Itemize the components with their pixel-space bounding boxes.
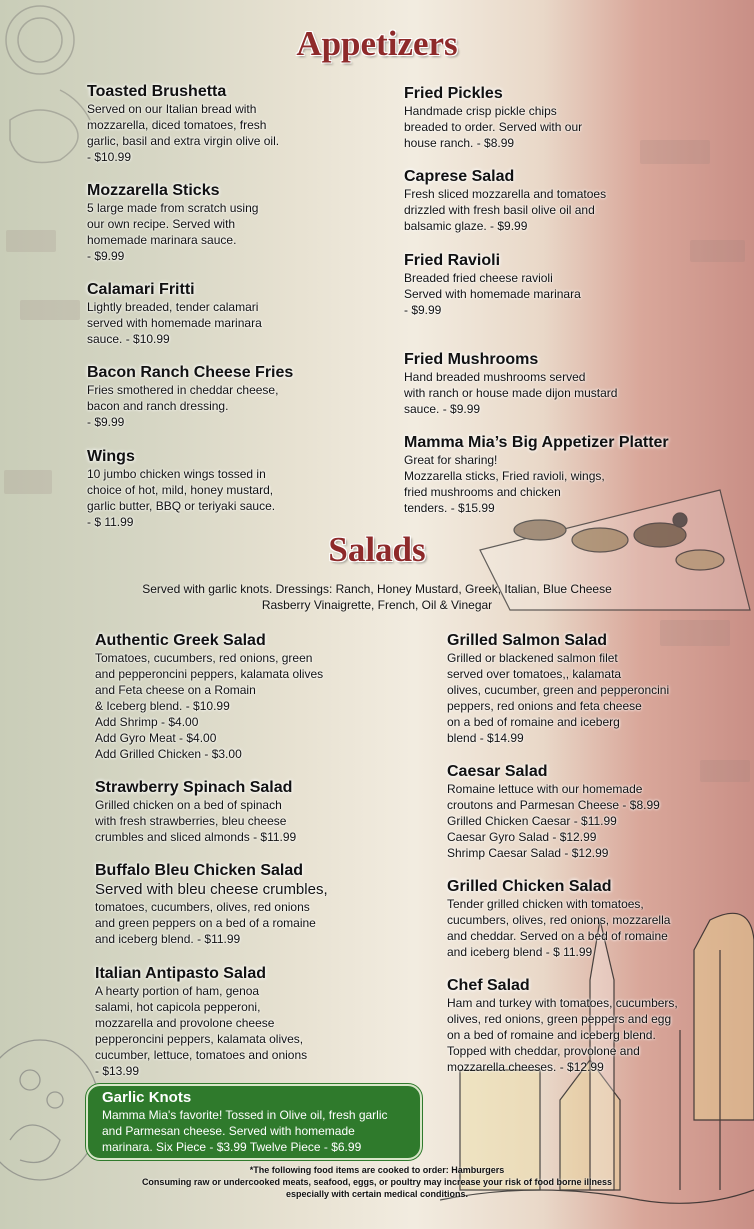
menu-item — [447, 976, 678, 1075]
item-name: Mozzarella Sticks — [87, 182, 220, 199]
item-desc: tomatoes, cucumbers, olives, red onions and green peppers on a bed of a romaine and iceberg blend. - $11.99 — [95, 900, 316, 946]
menu-item — [447, 631, 669, 746]
item-desc: Tender grilled chicken with tomatoes, cucumbers, olives, red onions, mozzarella and cheddar. Served on a bed of romaine and iceberg blend - $ 11.99 — [447, 897, 671, 959]
menu-item — [447, 877, 670, 960]
item-name: Toasted Brushetta — [87, 83, 227, 100]
item-name: Fried Ravioli — [404, 252, 501, 269]
item-desc: Lightly breaded, tender calamari served with homemade marinara sauce. - $10.99 — [87, 300, 262, 346]
brick-decor — [20, 300, 80, 320]
item-name: Chef Salad — [447, 977, 530, 994]
garlic-knots-title: Garlic Knots — [102, 1089, 192, 1106]
food-safety-disclaimer — [0, 1164, 754, 1200]
menu-item — [404, 350, 617, 417]
brick-decor — [4, 470, 52, 494]
garlic-knots-desc: Mamma Mia's favorite! Tossed in Olive oil, fresh garlic and Parmesan cheese. Served with homemade marinara. Six Piece - $3.99 Twelve Piece - $6.99 — [102, 1108, 388, 1154]
item-desc: Grilled or blackened salmon filet served over tomatoes,, kalamata olives, cucumber, green and pepperoncini peppers, red onions and feta cheese on a bed of romaine and iceberg blend - $14.99 — [447, 651, 670, 745]
item-name: Caprese Salad — [404, 168, 515, 185]
item-name: Grilled Chicken Salad — [447, 878, 612, 895]
item-name: Calamari Fritti — [87, 281, 195, 298]
item-desc: Romaine lettuce with our homemade croutons and Parmesan Cheese - $8.99 Grilled Chicken Caesar - $11.99 Caesar Gyro Salad - $12.99 Shrimp Caesar Salad - $12.99 — [447, 782, 660, 860]
item-desc: Great for sharing! Mozzarella sticks, Fried ravioli, wings, fried mushrooms and chicken tenders. - $15.99 — [404, 453, 605, 515]
item-desc: Hand breaded mushrooms served with ranch or house made dijon mustard sauce. - $9.99 — [404, 370, 618, 416]
item-desc: Breaded fried cheese ravioli Served with homemade marinara - $9.99 — [404, 271, 581, 317]
item-name: Fried Mushrooms — [404, 351, 539, 368]
menu-item — [87, 181, 258, 264]
menu-item — [404, 251, 581, 318]
item-name: Buffalo Bleu Chicken Salad — [95, 862, 304, 879]
item-name: Authentic Greek Salad — [95, 632, 266, 649]
dressings-line: Served with garlic knots. Dressings: Ranch, Honey Mustard, Greek, Italian, Blue Cheese — [142, 582, 612, 596]
brick-decor — [6, 230, 56, 252]
item-name: Fried Pickles — [404, 85, 503, 102]
garlic-knots-box — [86, 1084, 422, 1160]
menu-item — [87, 82, 279, 165]
menu-item — [87, 363, 293, 430]
item-lead: Served with bleu cheese crumbles, — [95, 881, 328, 898]
menu-item — [404, 433, 669, 516]
menu-item — [95, 631, 323, 762]
brick-decor — [660, 620, 730, 646]
item-name: Caesar Salad — [447, 763, 548, 780]
item-desc: Ham and turkey with tomatoes, cucumbers, olives, red onions, green peppers and egg on a bed of romaine and iceberg blend. Topped with cheddar, provolone and mozzarella cheeses. - $12.99 — [447, 996, 678, 1074]
menu-item — [95, 964, 307, 1079]
item-name: Mamma Mia’s Big Appetizer Platter — [404, 434, 669, 451]
disclaimer-line: Consuming raw or undercooked meats, seafood, eggs, or poultry may increase your risk of food borne illness — [141, 1177, 613, 1187]
brick-decor — [640, 140, 710, 164]
item-name: Bacon Ranch Cheese Fries — [87, 364, 294, 381]
item-desc: Handmade crisp pickle chips breaded to order. Served with our house ranch. - $8.99 — [404, 104, 583, 150]
brick-decor — [700, 760, 750, 782]
menu-item — [404, 167, 606, 234]
menu-item — [404, 84, 582, 151]
item-desc: A hearty portion of ham, genoa salami, hot capicola pepperoni, mozzarella and provolone cheese pepperoncini peppers, kalamata olives, cucumber, lettuce, tomatoes and onions - $13.99 — [95, 984, 308, 1078]
menu-item — [87, 447, 275, 530]
appetizers-heading: Appetizers — [296, 24, 458, 63]
salads-heading: Salads — [328, 530, 426, 569]
menu-item — [95, 861, 328, 947]
item-name: Wings — [87, 448, 135, 465]
menu-item — [95, 778, 296, 845]
item-name: Strawberry Spinach Salad — [95, 779, 293, 796]
item-desc: 5 large made from scratch using our own recipe. Served with homemade marinara sauce. - $9.99 — [87, 201, 259, 263]
menu-item — [447, 762, 660, 861]
item-desc: Grilled chicken on a bed of spinach with fresh strawberries, bleu cheese crumbles and sliced almonds - $11.99 — [95, 798, 297, 844]
dressings-line: Rasberry Vinaigrette, French, Oil & Vinegar — [261, 598, 493, 612]
item-desc: Fresh sliced mozzarella and tomatoes drizzled with fresh basil olive oil and balsamic glaze. - $9.99 — [404, 187, 607, 233]
item-desc: 10 jumbo chicken wings tossed in choice of hot, mild, honey mustard, garlic butter, BBQ or teriyaki sauce. - $ 11.99 — [87, 467, 276, 529]
item-desc: Served on our Italian bread with mozzarella, diced tomatoes, fresh garlic, basil and extra virgin olive oil. - $10.99 — [87, 102, 280, 164]
menu-item — [87, 280, 262, 347]
item-name: Grilled Salmon Salad — [447, 632, 608, 649]
brick-decor — [690, 240, 745, 262]
item-desc: Tomatoes, cucumbers, red onions, green and pepperoncini peppers, kalamata olives and Feta cheese on a Romain & Iceberg blend. - $10.99 Add Shrimp - $4.00 Add Gyro Meat - $4.00 Add Grilled Chicken - $3.00 — [95, 651, 324, 761]
item-name: Italian Antipasto Salad — [95, 965, 266, 982]
item-desc: Fries smothered in cheddar cheese, bacon and ranch dressing. - $9.99 — [87, 383, 279, 429]
disclaimer-line: *The following food items are cooked to order: Hamburgers — [249, 1165, 505, 1175]
disclaimer-line: especially with certain medical conditions. — [285, 1189, 469, 1199]
